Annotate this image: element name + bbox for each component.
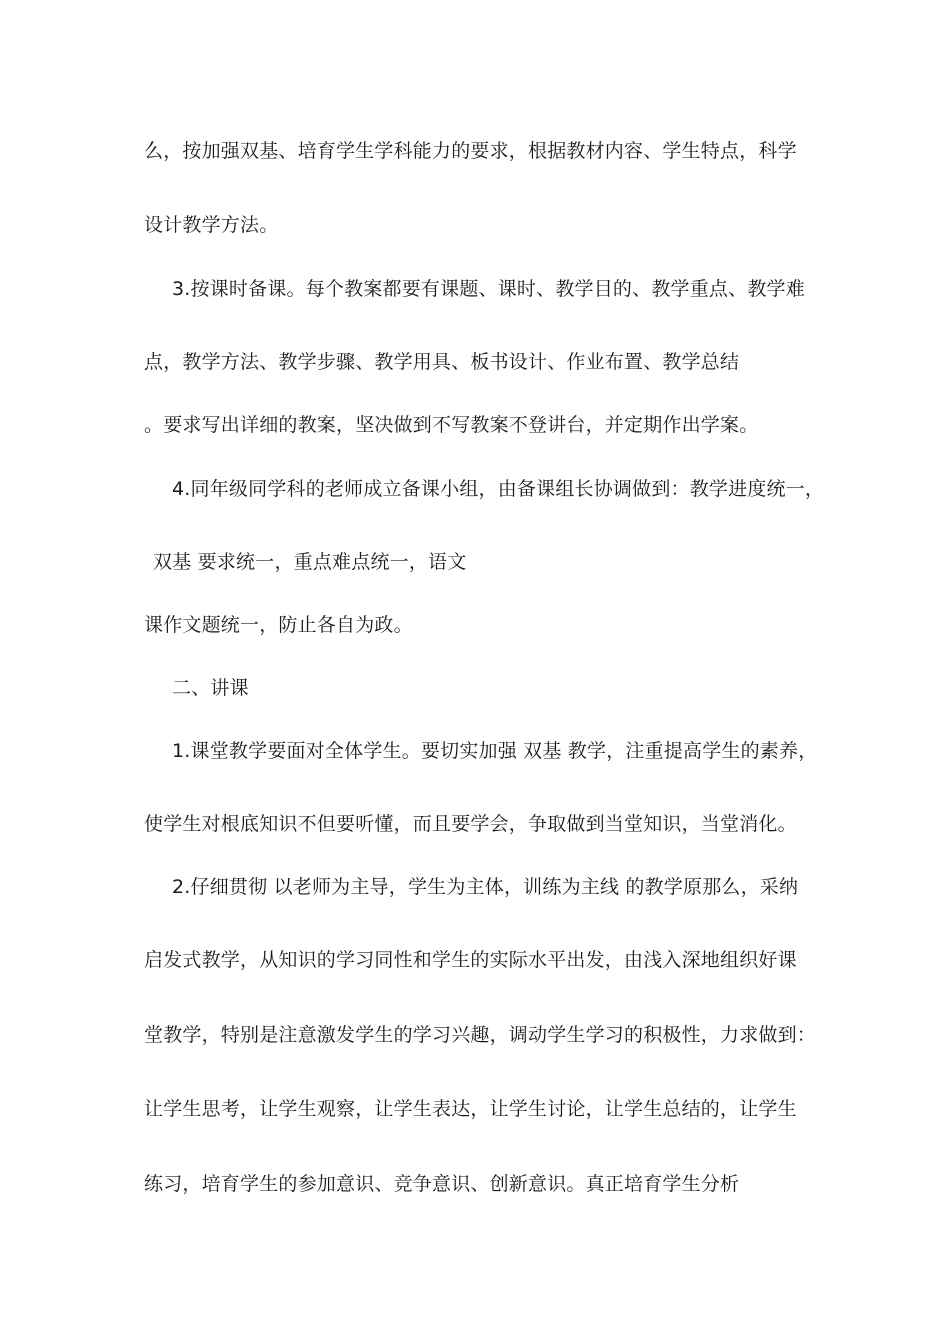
section-heading: 二、讲课 (172, 677, 249, 699)
text-line-11: 使学生对根底知识不但要听懂，而且要学会，争取做到当堂知识，当堂消化。 (144, 813, 797, 835)
text-line-13: 启发式教学，从知识的学习同性和学生的实际水平出发，由浅入深地组织好课 (144, 949, 797, 971)
text-line-8: 课作文题统一，防止各自为政。 (144, 614, 413, 636)
text-line-12: 2.仔细贯彻 以老师为主导，学生为主体，训练为主线 的教学原那么，采纳 (172, 876, 799, 898)
text-line-3: 3.按课时备课。每个教案都要有课题、课时、教学目的、教学重点、教学难 (172, 278, 805, 300)
text-line-14: 堂教学，特别是注意激发学生的学习兴趣，调动学生学习的积极性，力求做到： (144, 1024, 817, 1046)
text-line-5: 。要求写出详细的教案，坚决做到不写教案不登讲台，并定期作出学案。 (144, 414, 759, 436)
text-line-1: 么，按加强双基、培育学生学科能力的要求，根据教材内容、学生特点，科学 (144, 140, 797, 162)
text-line-10: 1.课堂教学要面对全体学生。要切实加强 双基 教学，注重提高学生的素养， (172, 740, 818, 762)
text-line-4: 点，教学方法、教学步骤、教学用具、板书设计、作业布置、教学总结 (144, 351, 740, 373)
text-line-15: 让学生思考，让学生观察，让学生表达，让学生讨论，让学生总结的，让学生 (144, 1098, 797, 1120)
text-line-7: 双基 要求统一，重点难点统一，语文 (153, 551, 467, 573)
text-line-2: 设计教学方法。 (144, 214, 279, 236)
text-line-6: 4.同年级同学科的老师成立备课小组，由备课组长协调做到：教学进度统一， (172, 478, 825, 500)
text-line-16: 练习，培育学生的参加意识、竞争意识、创新意识。真正培育学生分析 (144, 1173, 740, 1195)
